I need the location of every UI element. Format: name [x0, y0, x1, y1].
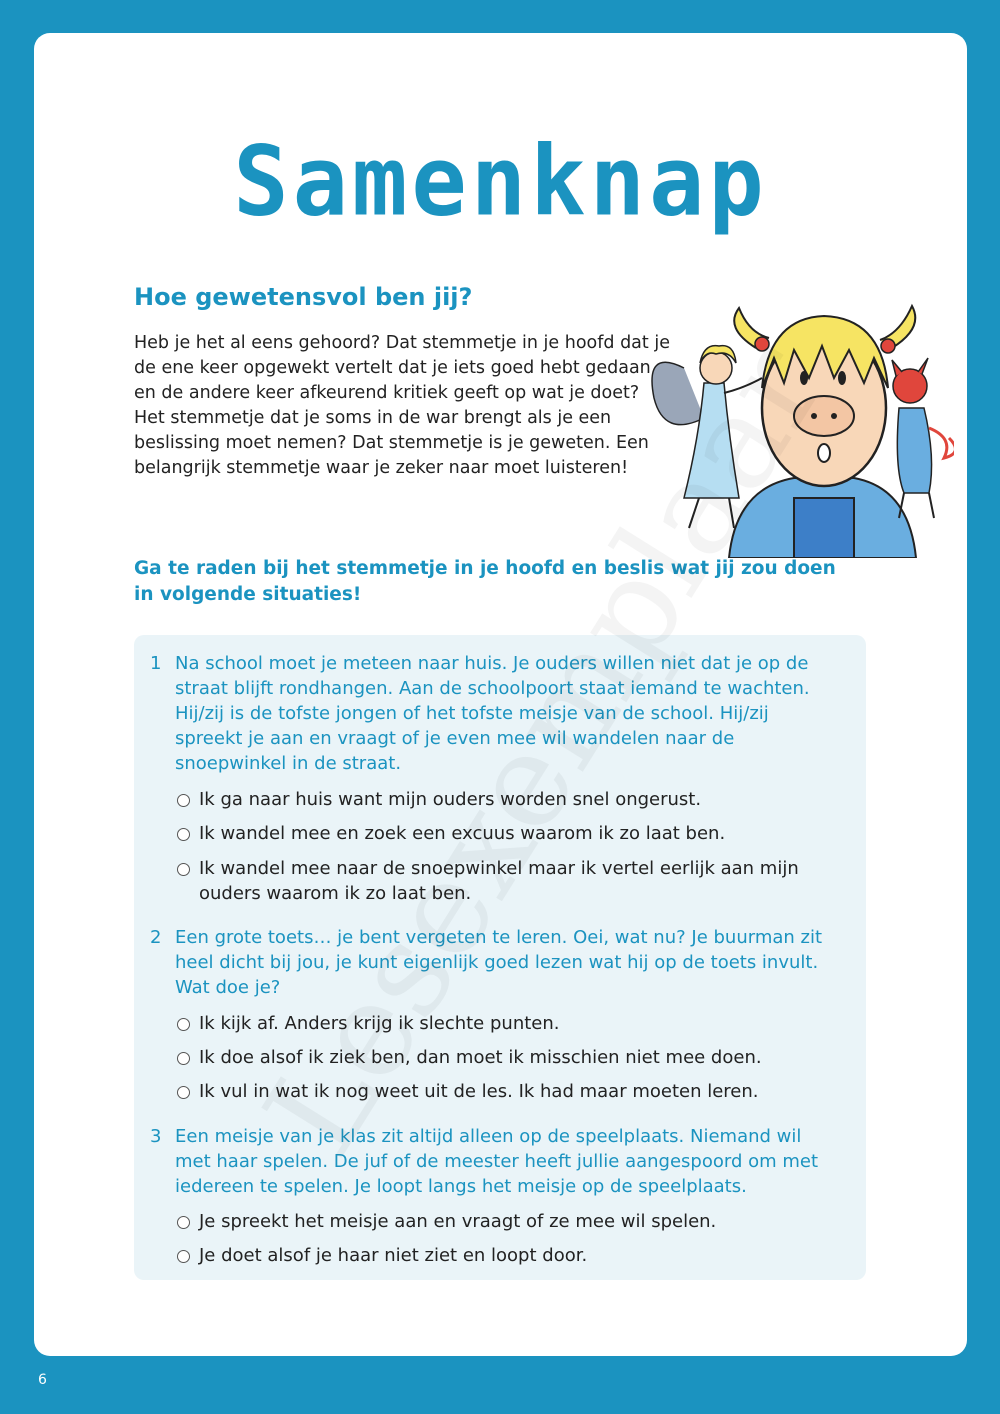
- question-number: 3: [150, 1126, 162, 1147]
- answer-option[interactable]: [177, 1045, 847, 1070]
- page-number: 6: [38, 1372, 47, 1388]
- radio-circle-icon[interactable]: [177, 794, 190, 807]
- radio-circle-icon[interactable]: [177, 1250, 190, 1263]
- question-text: Een grote toets… je bent vergeten te leren. Oei, wat nu? Je buurman zit heel dicht bij jou, je kunt eigenlijk goed lezen wat hij op de toets invult. Wat doe je?: [175, 927, 823, 998]
- question-text: Na school moet je meteen naar huis. Je ouders willen niet dat je op de straat blijft rondhangen. Aan de schoolpoort staat iemand te wachten. Hij/zij is de tofste jongen of het tofste meisje van de school. Hij/zij spreekt je aan en vraagt of je even mee wil wandelen naar de snoepwinkel in de straat.: [175, 653, 810, 774]
- question-3: [150, 1124, 840, 1199]
- answer-option-label: Je doet alsof je haar niet ziet en loopt door.: [199, 1245, 588, 1266]
- instruction-text: Ga te raden bij het stemmetje in je hoofd en beslis wat jij zou doen in volgende situaties!: [134, 558, 836, 605]
- page-sheet: [34, 33, 967, 1356]
- radio-circle-icon[interactable]: [177, 1018, 190, 1031]
- question-text: Een meisje van je klas zit altijd alleen op de speelplaats. Niemand wil met haar spelen. De juf of de meester heeft jullie aangespoord om met iedereen te spelen. Je loopt langs het meisje op de speelplaats.: [175, 1126, 819, 1197]
- answer-option-label: Ik ga naar huis want mijn ouders worden snel ongerust.: [199, 789, 702, 810]
- answer-option[interactable]: [177, 1209, 847, 1234]
- answer-option[interactable]: [177, 1079, 847, 1104]
- answer-option-label: Ik kijk af. Anders krijg ik slechte punten.: [199, 1013, 560, 1034]
- radio-circle-icon[interactable]: [177, 828, 190, 841]
- radio-circle-icon[interactable]: [177, 863, 190, 876]
- answer-option[interactable]: [177, 821, 847, 846]
- answer-option[interactable]: [177, 787, 847, 812]
- questions-box: [134, 635, 866, 1280]
- answer-option[interactable]: [177, 1243, 847, 1268]
- answer-option-label: Ik wandel mee en zoek een excuus waarom ik zo laat ben.: [199, 823, 726, 844]
- radio-circle-icon[interactable]: [177, 1052, 190, 1065]
- question-number: 1: [150, 653, 162, 674]
- page-title: Samenknap: [233, 125, 768, 238]
- radio-circle-icon[interactable]: [177, 1216, 190, 1229]
- answer-option-label: Ik wandel mee naar de snoepwinkel maar ik vertel eerlijk aan mijn ouders waarom ik zo laat ben.: [199, 858, 799, 904]
- question-2: [150, 925, 840, 1000]
- intro-paragraph: Heb je het al eens gehoord? Dat stemmetje in je hoofd dat je de ene keer opgewekt vertelt dat je iets goed hebt gedaan en de andere keer afkeurend kritiek geeft op wat je doet? Het stemmetje dat je soms in de war brengt als je een beslissing moet nemen? Dat stemmetje is je geweten. Een belangrijk stemmetje waar je zeker naar moet luisteren!: [134, 333, 670, 478]
- conscience-illustration: [644, 288, 954, 558]
- answer-option[interactable]: [177, 856, 847, 906]
- question-1: [150, 651, 840, 776]
- answer-option-label: Ik vul in wat ik nog weet uit de les. Ik had maar moeten leren.: [199, 1081, 759, 1102]
- section-heading: Hoe gewetensvol ben jij?: [134, 283, 473, 311]
- question-number: 2: [150, 927, 162, 948]
- answer-option-label: Je spreekt het meisje aan en vraagt of ze mee wil spelen.: [199, 1211, 717, 1232]
- radio-circle-icon[interactable]: [177, 1086, 190, 1099]
- answer-option[interactable]: [177, 1011, 847, 1036]
- answer-option-label: Ik doe alsof ik ziek ben, dan moet ik misschien niet mee doen.: [199, 1047, 762, 1068]
